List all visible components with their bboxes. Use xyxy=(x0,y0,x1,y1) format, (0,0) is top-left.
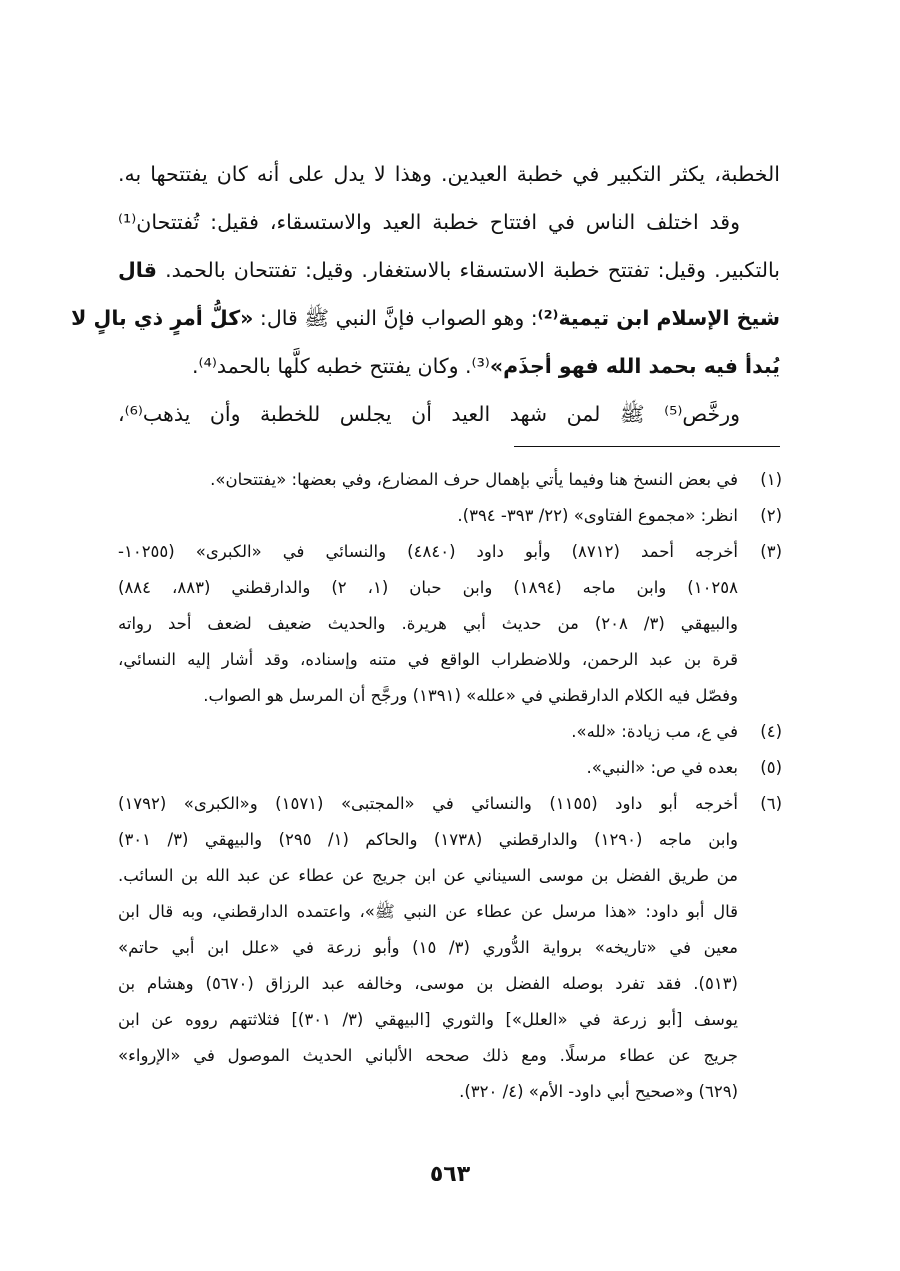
footnote-number: (٣) xyxy=(760,542,782,561)
bold-phrase: شيخ الإسلام ابن تيمية⁽²⁾ xyxy=(537,306,780,330)
footnote-number: (٥) xyxy=(760,758,782,777)
main-line xyxy=(118,342,780,390)
bold-phrase: يُبدأ فيه بحمد الله فهو أجذَم» xyxy=(489,354,780,378)
main-line: ورخَّص⁽⁵⁾ ﷺ لمن شهد العيد أن يجلس للخطبة وأن يذهب⁽⁶⁾، xyxy=(118,402,740,426)
footnote-line: قرة بن عبد الرحمن، وللاضطراب الواقع في متنه وإسناده، وقد أشار إليه النسائي، xyxy=(118,650,738,669)
footnote-line: انظر: «مجموع الفتاوى» (٢٢/ ٣٩٣- ٣٩٤). xyxy=(457,506,738,525)
main-line: وقد اختلف الناس في افتتاح خطبة العيد والاستسقاء، فقيل: تُفتتحان⁽¹⁾ xyxy=(118,210,740,234)
footnote-line: بعده في ص: «النبي». xyxy=(586,758,738,777)
footnote-number: (٢) xyxy=(760,506,782,525)
footnote-number: (٤) xyxy=(760,722,782,741)
bold-phrase: قال xyxy=(118,258,157,282)
footnote-line: جريج عن عطاء مرسلًا. ومع ذلك صححه الألباني الحديث الموصول في «الإرواء» xyxy=(118,1046,738,1065)
footnotes xyxy=(118,462,782,1110)
footnote-line: قال أبو داود: «هذا مرسل عن عطاء عن النبي ﷺ»، واعتمده الدارقطني، وبه قال ابن xyxy=(118,902,738,921)
main-line-text: : وهو الصواب فإنَّ النبي ﷺ قال: xyxy=(253,306,538,330)
footnote-line: أخرجه أحمد (٨٧١٢) وأبو داود (٤٨٤٠) والنسائي في «الكبرى» (١٠٢٥٥- xyxy=(118,542,738,561)
main-line-text: ⁽³⁾. وكان يفتتح خطبه كلَّها بالحمد⁽⁴⁾. xyxy=(192,354,490,378)
footnote xyxy=(118,462,782,498)
page-number: ٥٦٣ xyxy=(429,1162,471,1187)
footnote xyxy=(118,750,782,786)
main-line xyxy=(118,246,780,294)
footnote-line: وفصّل فيه الكلام الدارقطني في «علله» (١٣٩١) ورجَّح أن المرسل هو الصواب. xyxy=(203,686,738,705)
main-text xyxy=(71,150,780,438)
footnote xyxy=(118,534,782,714)
footnote-line: في بعض النسخ هنا وفيما يأتي بإهمال حرف المضارع، وفي بعضها: «يفتتحان». xyxy=(210,470,738,489)
footnote-number: (١) xyxy=(760,470,782,489)
footnote-divider xyxy=(514,446,780,447)
main-line xyxy=(71,294,780,342)
footnote-line: (٥١٣). فقد تفرد بوصله الفضل بن موسى، وخالفه عبد الرزاق (٥٦٧٠) وهشام بن xyxy=(118,974,738,993)
footnote-number: (٦) xyxy=(760,794,782,813)
footnote xyxy=(118,714,782,750)
main-line: الخطبة، يكثر التكبير في خطبة العيدين. وهذا لا يدل على أنه كان يفتتحها به. xyxy=(118,162,780,186)
footnote-line: في ع، مب زيادة: «لله». xyxy=(571,722,738,741)
footnote-line: من طريق الفضل بن موسى السيناني عن ابن جريج عن عطاء عن عبد الله بن السائب. xyxy=(118,866,738,885)
footnote-line: والبيهقي (٣/ ٢٠٨) من حديث أبي هريرة. والحديث ضعيف لضعف أحد رواته xyxy=(118,614,738,633)
footnote-line: وابن ماجه (١٢٩٠) والدارقطني (١٧٣٨) والحاكم (١/ ٢٩٥) والبيهقي (٣/ ٣٠١) xyxy=(118,830,739,849)
footnote-line: ١٠٢٥٨) وابن ماجه (١٨٩٤) وابن حبان (١، ٢) والدارقطني (٨٨٣، ٨٨٤) xyxy=(118,578,739,597)
footnote-line: معين في «تاريخه» برواية الدُّوري (٣/ ١٥) وأبو زرعة في «علل ابن أبي حاتم» xyxy=(118,938,738,957)
footnote xyxy=(118,498,782,534)
main-line-text: بالتكبير. وقيل: تفتتح خطبة الاستسقاء بالاستغفار. وقيل: تفتتحان بالحمد. xyxy=(165,258,780,282)
bold-phrase: «كلُّ أمرٍ ذي بالٍ لا xyxy=(71,306,254,330)
footnote xyxy=(118,786,782,1110)
footnote-line: (٦٢٩) و«صحيح أبي داود- الأم» (٤/ ٣٢٠). xyxy=(459,1082,738,1101)
footnote-line: أخرجه أبو داود (١١٥٥) والنسائي في «المجتبى» (١٥٧١) و«الكبرى» (١٧٩٢) xyxy=(118,794,738,813)
footnote-line: يوسف [أبو زرعة في «العلل»] والثوري [البيهقي (٣/ ٣٠١)] فثلاثتهم رووه عن ابن xyxy=(118,1010,738,1029)
